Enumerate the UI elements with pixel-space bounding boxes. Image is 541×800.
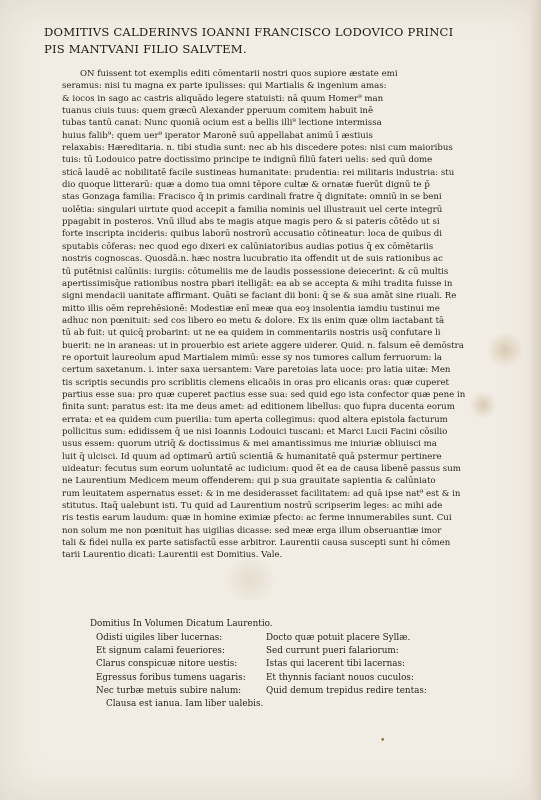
letter-line: & iocos in sago ac castris aliquādo legere statuisti: nā quum Homer⁹ man — [62, 93, 384, 104]
letter-line: rum leuitatem aspernatus esset: & in me desiderasset facilitatem: ad quā ipse nat⁹ est & in — [62, 488, 461, 499]
letter-line: sticā laudē ac nobilitatē facile sustineas humanitate: prudentia: rei militaris industria: stu — [62, 167, 455, 178]
letter-line: tali & fidei nulla ex parte satisfactū esse arbitror. Laurentii causa suscepti sunt hi cōmen — [62, 538, 451, 549]
poem-verse-left: Egressus foribus tumens uagaris: — [96, 672, 246, 683]
letter-line: apertissimisq̄ue rationibus nostra pbari itelligāt: ea ab se accepta & mihi tradita fuisse in — [62, 278, 453, 289]
poem-verse-left: Et signum calami feueriores: — [96, 646, 225, 657]
letter-line: tuis: tū Lodouico patre doctissimo principe te indignū filiū fateri uelis: sed quū dome — [62, 155, 433, 166]
poem-verse-right: Istas qui lacerent tibi lacernas: — [266, 659, 405, 670]
letter-line: relaxabis: Hæreditaria. n. tibi studia sunt: nec ab his discedere potes: nisi cum maioribus — [62, 143, 453, 154]
poem-verse-right: Quid demum trepidus redire tentas: — [266, 685, 427, 696]
letter-line: finita sunt: paratus est: ita me deus amet: ad editionem libellus: quo fupra ducenta eorum — [62, 402, 455, 413]
poem-verse-left: Clarus conspicuæ nitore uestis: — [96, 659, 238, 670]
letter-line: usus essem: quorum utriq̄ & doctissimus & mei amantissimus me iniuriæ obliuisci ma — [62, 439, 437, 450]
poem-row — [96, 685, 516, 698]
poem-verse-left: Nec turbæ metuis subire nalum: — [96, 685, 242, 696]
poem-verse-left: Odisti uigiles liber lucernas: — [96, 633, 223, 643]
poem-row — [96, 672, 516, 685]
letter-line: luit q̄ ulcisci. Id quum ad optimarū artiū scientiā & humanitatē quā pstermur pertinere — [62, 451, 442, 462]
letter-line: buerit: ne in araneas: ut in prouerbio est ariete aggere uiderer. Quid. n. falsum eē demōstra — [62, 340, 464, 351]
letter-line: huius falib⁹: quem uer⁹ iperator Maronē suū appellabat animū ī æstiuis — [62, 130, 373, 141]
letter-line: tarii Laurentio dicati: Laurentii est Domitius. Vale. — [62, 550, 283, 561]
letter-body — [62, 68, 522, 562]
poem-row — [96, 645, 516, 658]
heading-line-1: DOMITIVS CALDERINVS IOANNI FRANCISCO LODOVICO PRINCI — [44, 25, 454, 39]
letter-line: seramus: nisi tu magna ex parte ipulisses: qui Martialis & ingenium amas: — [62, 81, 387, 92]
letter-line: mitto illis oēm reprehēsionē: Modestiæ enī meæ qua eoȝ insolentia iamdiu tustinui me — [62, 303, 440, 314]
letter-line: errata: et ea quidem cum puerilia: tum aperta collegimus: quod altera epistola facturum — [62, 414, 448, 425]
page-edge — [531, 0, 541, 800]
letter-line: tis scriptis secundis pro scriblitis clemens elicaõis in oras pro elicanis oras: quæ cuperet — [62, 377, 450, 388]
letter-line: partius esse sua: pro quæ cuperet pactius esse sua: sed quid ego ista confector quæ pene in — [62, 389, 466, 400]
letter-line: stitutus. Itaq̄ ualebunt isti. Tu quid ad Laurentium nostrū scripserim leges: ac mihi ade — [62, 501, 443, 512]
poem-row — [96, 632, 516, 645]
letter-line: uolētia: singulari uirtute quod accepit a familia nominis uel illustrauit uel certe integrū — [62, 204, 443, 215]
letter-line: uideatur: fecutus sum eorum uoluntatē ac iudicium: quod ēt ea de causa libenē passus sum — [62, 464, 461, 474]
letter-line: adhuc non pœnituit: sed cos libero eo metu & dolore. Ex iis enim quæ olim iactabant tā — [62, 315, 445, 326]
dedication-heading — [44, 24, 514, 58]
ink-mark: • — [380, 736, 386, 746]
poem — [96, 632, 516, 711]
letter-line: ne Laurentium Medicem meum offenderem: qui p sua grauitate sapientia & calūniato — [62, 476, 436, 487]
poem-title: Domitius In Volumen Dicatum Laurentio. — [90, 619, 273, 629]
poem-verse-right: Docto quæ potuit placere Syllæ. — [266, 633, 411, 643]
letter-line: ris testis earum laudum: quæ in homine eximiæ pfecto: ac ferme innumerabiles sunt. Cui — [62, 513, 452, 524]
letter-line: tubas tantū canat: Nunc quoniā ocium est a bellis illi⁹ lectione intermissa — [62, 118, 382, 129]
letter-line: signi mendacii uanitate affirmant. Quāti se faciant dii boni: q̄ se & sua amāt sine riuali. Re — [62, 291, 457, 302]
letter-line: sputabis cōferas: nec quod ego dixeri ex calūniatoribus audias potius q̄ ex cōmētariis — [62, 241, 434, 252]
letter-line: ppagabit in posteros. Vnū illud abs te magis atque magis pero & si pateris cōtēdo ut si — [62, 217, 440, 228]
letter-line: nostris cognoscas. Quosdā.n. hæc nostra lucubratio ita offendit ut de suis rationibus ac — [62, 254, 443, 265]
letter-line: non solum me non pœnituit has uigilias dicasse: sed meæ erga illum obseruantiæ imor — [62, 525, 442, 536]
poem-verse-right: Et thynnis faciant nouos cuculos: — [266, 672, 414, 683]
letter-line: forte inscripta incideris: quibus laborū nostrorū accusatio cōtineatur: loca de quibus di — [62, 229, 443, 240]
letter-line: dio quoque litterarū: quæ a domo tua omni tēpore cultæ & ornatæ fuerūt dignū te p̄ — [62, 180, 430, 191]
letter-line: tuanus ciuis tuus: quem græcū Alexander pperuum comitem habuit inē — [62, 106, 374, 117]
letter-line: re oportuit laureolum apud Martialem mimū: esse sy nos tumores callum ferruorum: la — [62, 352, 442, 363]
letter-line: certum saxetanum. i. inter saxa uersantem: Vare paretoias lata uoce: pro latia uitæ: Men — [62, 365, 451, 376]
poem-verse-right: Sed currunt pueri falariorum: — [266, 646, 399, 657]
poem-row — [96, 658, 516, 671]
foxing-stain — [220, 560, 280, 600]
letter-line: tū ab fuit: ut quicq̄ probarint: ut ne ea quidem in commentariis nostris usq̄ confutare li — [62, 328, 441, 339]
letter-line: ON fuissent tot exemplis editi cōmentarii nostri quos supiore æstate emi — [80, 69, 398, 79]
poem-closing-line: Clausa est ianua. Iam liber ualebis. — [106, 699, 264, 710]
letter-line: stas Gonzaga familia: Fracisco q̄ in primis cardinali fratre q̄ dignitate: omniū in se beni — [62, 192, 442, 203]
letter-line: tū putētnisi calūniis: iurgiis: cōtumeliis me de laudis possessione deiecerint: & cū multis — [62, 266, 449, 277]
letter-line: pollicitus sum: edidissem q̄ ue nisi Ioannis Lodouici tuscani: et Marci Lucii Facini cōsilio — [62, 426, 448, 437]
heading-line-2: PIS MANTVANI FILIO SALVTEM. — [44, 42, 247, 56]
